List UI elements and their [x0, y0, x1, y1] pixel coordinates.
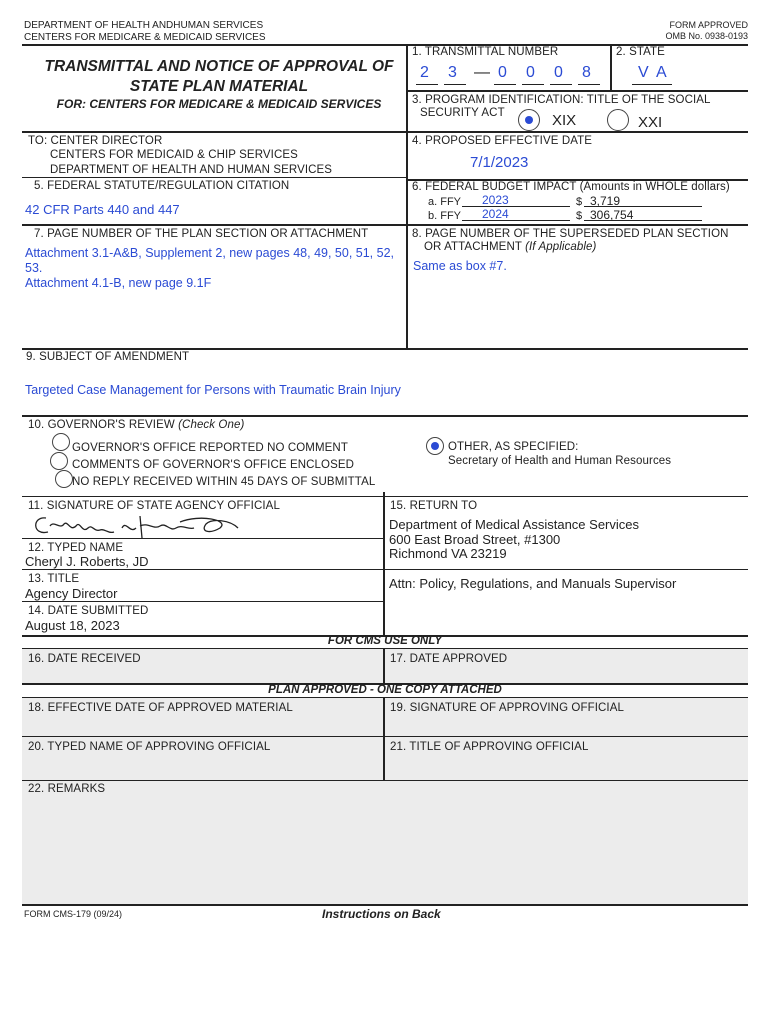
dept-line-2: CENTERS FOR MEDICARE & MEDICAID SERVICES [24, 32, 266, 43]
gov-option-no-reply: NO REPLY RECEIVED WITHIN 45 DAYS OF SUBMITTAL [72, 476, 376, 488]
bottom-rule [22, 904, 748, 906]
gov-option-comments: COMMENTS OF GOVERNOR'S OFFICE ENCLOSED [72, 459, 355, 471]
box10-label-italic: (Check One) [178, 419, 245, 431]
radio-other[interactable] [426, 437, 444, 455]
ffy-b-year-line [462, 220, 570, 221]
return-line1[interactable]: Department of Medical Assistance Services [389, 517, 639, 532]
box18-label: 18. EFFECTIVE DATE OF APPROVED MATERIAL [28, 702, 293, 714]
box7-line1[interactable]: Attachment 3.1-A&B, Supplement 2, new pages 48, 49, 50, 51, 52, [25, 246, 394, 260]
box5-label: 5. FEDERAL STATUTE/REGULATION CITATION [34, 180, 290, 192]
effective-date-value[interactable]: 7/1/2023 [470, 154, 529, 171]
title-value[interactable]: Agency Director [25, 586, 118, 601]
digit-underline-1 [416, 84, 438, 85]
digit-underline-3 [494, 84, 516, 85]
box17-label: 17. DATE APPROVED [390, 653, 508, 665]
ffy-a-amount-line [584, 206, 702, 207]
instructions-on-back: Instructions on Back [322, 907, 441, 921]
box11-label: 11. SIGNATURE OF STATE AGENCY OFFICIAL [28, 500, 280, 512]
box16-label: 16. DATE RECEIVED [28, 653, 141, 665]
box7-label: 7. PAGE NUMBER OF THE PLAN SECTION OR ATTACHMENT [34, 228, 369, 240]
box9-label: 9. SUBJECT OF AMENDMENT [26, 351, 190, 363]
transmittal-dash: — [474, 64, 490, 81]
plan-approved-heading: PLAN APPROVED - ONE COPY ATTACHED [268, 684, 502, 696]
box10-label [28, 419, 244, 431]
box20-label: 20. TYPED NAME OF APPROVING OFFICIAL [28, 741, 271, 753]
rule-after-title [22, 131, 748, 133]
box21-label: 21. TITLE OF APPROVING OFFICIAL [390, 741, 589, 753]
digit-underline-5 [550, 84, 572, 85]
box4-label: 4. PROPOSED EFFECTIVE DATE [412, 135, 593, 147]
radio-no-comment[interactable] [52, 433, 70, 451]
transmittal-digit-4[interactable]: 0 [526, 64, 535, 81]
radio-xxi[interactable] [607, 109, 629, 131]
typed-name-value[interactable]: Cheryl J. Roberts, JD [25, 554, 149, 569]
ffy-a-year[interactable]: 2023 [482, 193, 509, 207]
ffy-a-prefix: a. FFY [428, 196, 462, 208]
box8-value[interactable]: Same as box #7. [413, 259, 507, 273]
date-submitted-value[interactable]: August 18, 2023 [25, 618, 120, 633]
box10-label-text: 10. GOVERNOR'S REVIEW [28, 419, 175, 431]
ffy-b-amount[interactable]: 306,754 [590, 208, 634, 222]
shade-approval-area [22, 698, 748, 904]
box8-label-text: OR ATTACHMENT [424, 241, 522, 253]
ffy-b-year[interactable]: 2024 [482, 207, 509, 221]
to-line2: CENTERS FOR MEDICAID & CHIP SERVICES [50, 149, 298, 161]
box22-label: 22. REMARKS [28, 783, 106, 795]
box14-label: 14. DATE SUBMITTED [28, 605, 149, 617]
radio-comments-enclosed[interactable] [50, 452, 68, 470]
rule-after-box18 [22, 736, 748, 737]
transmittal-digit-5[interactable]: 0 [554, 64, 563, 81]
rule-after-box5 [22, 224, 748, 226]
form-approved: FORM APPROVED [669, 20, 748, 30]
signature-image[interactable] [30, 510, 250, 542]
cms-heading: FOR CMS USE ONLY [327, 635, 443, 647]
form-title-line3: FOR: CENTERS FOR MEDICARE & MEDICAID SERVICES [56, 97, 382, 111]
digit-underline-2 [444, 84, 466, 85]
rule-after-box12 [22, 569, 748, 570]
radio-xix[interactable] [518, 109, 540, 131]
transmittal-digit-6[interactable]: 8 [582, 64, 591, 81]
box8-label-line2 [424, 241, 596, 253]
box12-label: 12. TYPED NAME [28, 542, 124, 554]
rule-after-box13 [22, 601, 383, 602]
option-xix-label: XIX [552, 112, 577, 129]
return-line3[interactable]: Richmond VA 23219 [389, 546, 507, 561]
ffy-a-year-line [462, 206, 570, 207]
dept-line-1: DEPARTMENT OF HEALTH ANDHUMAN SERVICES [24, 20, 264, 31]
ffy-b-dollar: $ [576, 210, 583, 222]
gov-option-other: OTHER, AS SPECIFIED: [448, 441, 579, 453]
rule-after-box1 [406, 90, 748, 92]
ffy-a-amount[interactable]: 3,719 [590, 194, 621, 208]
state-divider [610, 44, 612, 90]
state-underline-1 [632, 84, 652, 85]
rule-after-box7 [22, 348, 748, 350]
divider-16-17 [383, 648, 385, 684]
divider-18-21 [383, 697, 385, 780]
state-char-2[interactable]: A [656, 64, 667, 81]
digit-underline-4 [522, 84, 544, 85]
box15-label: 15. RETURN TO [390, 500, 478, 512]
box13-label: 13. TITLE [28, 573, 80, 585]
ffy-b-amount-line [584, 220, 702, 221]
gov-option-no-comment: GOVERNOR'S OFFICE REPORTED NO COMMENT [72, 442, 348, 454]
box1-label: 1. TRANSMITTAL NUMBER [412, 46, 559, 58]
gov-option-other-value[interactable]: Secretary of Health and Human Resources [448, 455, 672, 467]
rule-box5-top [22, 177, 406, 178]
return-line2[interactable]: 600 East Broad Street, #1300 [389, 532, 561, 547]
transmittal-digit-2[interactable]: 3 [448, 64, 457, 81]
rule-after-box9 [22, 415, 748, 417]
option-xxi-label: XXI [638, 114, 663, 131]
omb-number: OMB No. 0938-0193 [665, 31, 748, 41]
form-title-line2: STATE PLAN MATERIAL [129, 78, 309, 95]
form-id: FORM CMS-179 (09/24) [24, 909, 123, 919]
state-underline-2 [652, 84, 672, 85]
return-attn[interactable]: Attn: Policy, Regulations, and Manuals Supervisor [389, 576, 677, 591]
box7-line3[interactable]: Attachment 4.1-B, new page 9.1F [25, 276, 212, 290]
box6-label: 6. FEDERAL BUDGET IMPACT (Amounts in WHOLE dollars) [412, 181, 730, 193]
transmittal-digit-1[interactable]: 2 [420, 64, 429, 81]
ffy-b-prefix: b. FFY [428, 210, 462, 222]
ffy-a-dollar: $ [576, 196, 583, 208]
box7-line2[interactable]: 53. [25, 261, 43, 275]
transmittal-digit-3[interactable]: 0 [498, 64, 507, 81]
box8-label-line1: 8. PAGE NUMBER OF THE SUPERSEDED PLAN SECTION [412, 228, 729, 240]
digit-underline-6 [578, 84, 600, 85]
rule-before-box11 [22, 496, 748, 497]
box19-label: 19. SIGNATURE OF APPROVING OFFICIAL [390, 702, 624, 714]
statute-citation-value[interactable]: 42 CFR Parts 440 and 447 [25, 202, 180, 217]
state-char-1[interactable]: V [638, 64, 649, 81]
divider-box11-15 [383, 492, 385, 636]
box3-label-line1: 3. PROGRAM IDENTIFICATION: TITLE OF THE SOCIAL [412, 94, 711, 106]
radio-no-reply[interactable] [55, 470, 73, 488]
box2-label: 2. STATE [616, 46, 665, 58]
to-line1: TO: CENTER DIRECTOR [28, 135, 163, 147]
form-title-line1: TRANSMITTAL AND NOTICE OF APPROVAL OF [44, 58, 394, 75]
rule-after-box20 [22, 780, 748, 781]
to-line3: DEPARTMENT OF HEALTH AND HUMAN SERVICES [50, 164, 333, 176]
box3-label-line2: SECURITY ACT [420, 107, 505, 119]
box8-label-italic: (If Applicable) [525, 241, 597, 253]
subject-value[interactable]: Targeted Case Management for Persons with Traumatic Brain Injury [25, 383, 401, 397]
